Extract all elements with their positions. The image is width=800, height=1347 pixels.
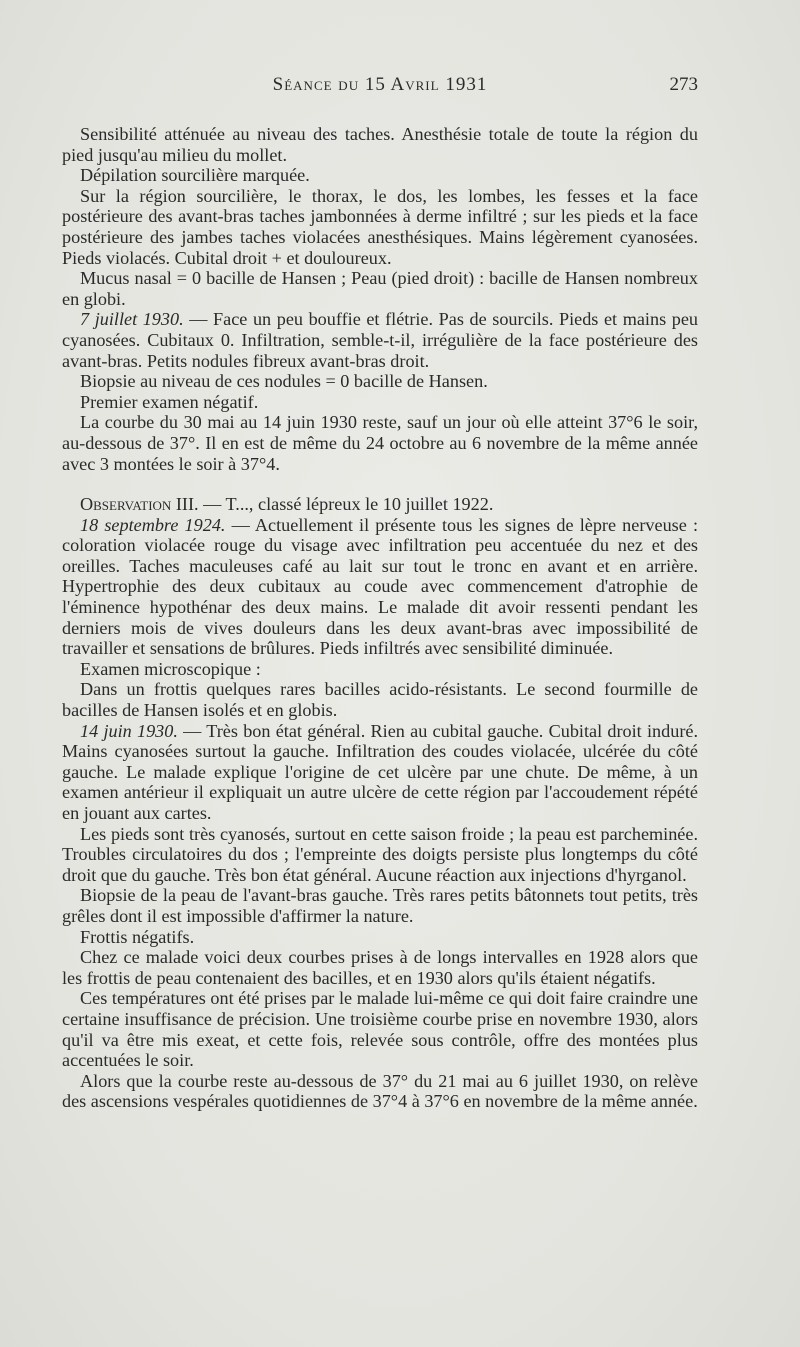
paragraph-text: Ces températures ont été prises par le malade lui-même ce qui doit faire craindre une certaine insuffisance de précision. Une troisième courbe prise en novembre 1930, alors qu'il va être mis exeat, et cette fois, relevée sous contrôle, offre des montées plus accentuées le soir.: [62, 988, 698, 1071]
paragraph-text: — Très bon état général. Rien au cubital gauche. Cubital droit induré. Mains cyanosées surtout la gauche. Infiltration des coudes violacée, ulcérée du côté gauche. Le malade explique l'origine de cet ulcère par une chute. De même, à un examen antérieur il expliquait un autre ulcère de cette région par l'accoudement répété en jouant aux cartes.: [62, 720, 698, 823]
paragraph-text: Sensibilité atténuée au niveau des taches. Anesthésie totale de toute la région du pied jusqu'au milieu du mollet.: [62, 124, 698, 165]
paragraph-text: Les pieds sont très cyanosés, surtout en cette saison froide ; la peau est parcheminée. Troubles circulatoires du dos ; l'empreinte des doigts persiste plus longtemps du côté droit que du gauche. Très bon état général. Aucune réaction aux injections d'hyrganol.: [62, 823, 698, 885]
paragraph: [62, 1071, 698, 1112]
observation-label: Observation III.: [80, 494, 199, 515]
paragraph-text: Sur la région sourcilière, le thorax, le dos, les lombes, les fesses et la face postérieure des avant-bras taches jambonnées à derme infiltré ; sur les pieds et la face postérieure des jambes taches violacées anesthésiques. Mains légèrement cyanosées. Pieds violacés. Cubital droit + et douloureux.: [62, 185, 698, 268]
paragraph-text: Mucus nasal = 0 bacille de Hansen ; Peau (pied droit) : bacille de Hansen nombreux en globi.: [62, 268, 698, 309]
paragraph-text: Dans un frottis quelques rares bacilles acido-résistants. Le second fourmille de bacilles de Hansen isolés et en globis.: [62, 679, 698, 721]
entry-date: 14 juin 1930.: [80, 720, 178, 741]
paragraph-text: Premier examen négatif.: [80, 391, 259, 412]
paragraph: [62, 124, 698, 165]
entry-date: 18 septembre 1924.: [80, 514, 226, 535]
paragraph: [62, 927, 698, 948]
paragraph: [62, 392, 698, 413]
observation-text: — T..., classé lépreux le 10 juillet 1922.: [198, 494, 494, 515]
dated-paragraph: [62, 309, 698, 371]
section-gap: [62, 474, 698, 494]
dated-paragraph: [62, 515, 698, 659]
paragraph-text: Biopsie de la peau de l'avant-bras gauche. Très rares petits bâtonnets tout petits, très grêles dont il est impossible d'affirmer la nature.: [62, 885, 698, 926]
paragraph: [62, 988, 698, 1070]
paragraph-text: Frottis négatifs.: [80, 926, 195, 947]
paragraph: [62, 165, 698, 186]
paragraph-text: La courbe du 30 mai au 14 juin 1930 reste, sauf un jour où elle atteint 37°6 le soir, au-dessous de 37°. Il en est de même du 24 octobre au 6 novembre de la même année avec 3 montées le soir à 37°4.: [62, 412, 698, 474]
paragraph: [62, 371, 698, 392]
paragraph-text: Dépilation sourcilière marquée.: [80, 165, 310, 186]
paragraph-text: Chez ce malade voici deux courbes prises à de longs intervalles en 1928 alors que les frottis de peau contenaient des bacilles, et en 1930 alors qu'ils étaient négatifs.: [62, 947, 698, 988]
paragraph: [62, 679, 698, 720]
observation-heading: [62, 494, 698, 515]
paragraph-text: Alors que la courbe reste au-dessous de 37° du 21 mai au 6 juillet 1930, on relève des ascensions vespérales quotidiennes de 37°4 à 37°6 en novembre de la même année.: [62, 1070, 698, 1112]
paragraph-text: — Face un peu bouffie et flétrie. Pas de sourcils. Pieds et mains peu cyanosées. Cubitaux 0. Infiltration, semble-t-il, irrégulière de la face postérieure des avant-bras. Petits nodules fibreux avant-bras droit.: [62, 309, 698, 371]
paragraph: [62, 885, 698, 926]
entry-date: 7 juillet 1930.: [80, 309, 184, 330]
dated-paragraph: [62, 721, 698, 824]
page-number: 273: [669, 74, 698, 95]
paragraph: [62, 186, 698, 268]
paragraph-text: — Actuellement il présente tous les signes de lèpre nerveuse : coloration violacée rouge du visage avec infiltration peu accentuée du nez et des oreilles. Taches maculeuses café au lait sur tout le tronc en avant et en arrière. Hypertrophie des deux cubitaux au coude avec commencement d'atrophie de l'éminence hypothénar des deux mains. Le malade dit avoir ressenti pendant les derniers mois de vives douleurs dans les deux avant-bras avec impossibilité de travailler et sensations de brûlures. Pieds infiltrés avec sensibilité diminuée.: [62, 514, 699, 659]
paragraph: [62, 659, 698, 680]
paragraph-text: Biopsie au niveau de ces nodules = 0 bacille de Hansen.: [80, 371, 488, 392]
paragraph-text: Examen microscopique :: [80, 658, 261, 679]
paragraph: [62, 947, 698, 988]
paragraph: [62, 268, 698, 309]
page-header: [62, 74, 698, 104]
paragraph: [62, 824, 698, 886]
body-text: [62, 124, 698, 1112]
paragraph: [62, 412, 698, 474]
running-title: Séance du 15 Avril 1931: [272, 74, 488, 95]
